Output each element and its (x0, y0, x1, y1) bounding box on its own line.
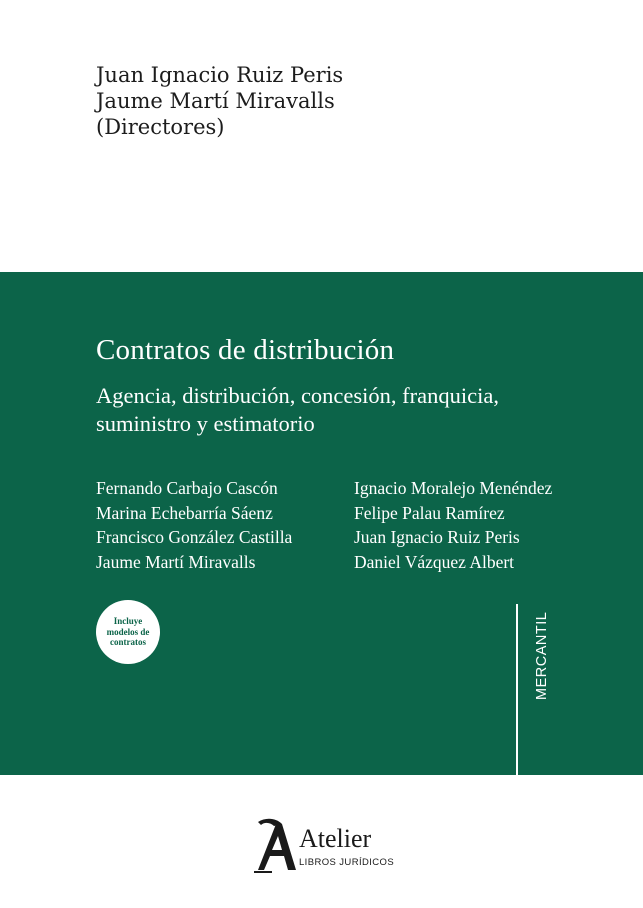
publisher-logo (252, 816, 402, 874)
directors-role: (Directores) (96, 115, 225, 139)
author-name: Felipe Palau Ramírez (354, 502, 505, 523)
author-name: Fernando Carbajo Cascón (96, 478, 278, 498)
series-label: MERCANTIL (534, 611, 550, 700)
book-title: Contratos de distribución (96, 334, 395, 366)
directors-block (96, 62, 343, 140)
author-name: Juan Ignacio Ruiz Peris (354, 527, 520, 547)
publisher-name: Atelier (299, 824, 372, 853)
authors-right-column (354, 476, 552, 574)
author-name: Ignacio Moralejo Menéndez (354, 478, 553, 498)
director-name: Juan Ignacio Ruiz Peris (96, 63, 344, 87)
subtitle-line: suministro y estimatorio (96, 411, 315, 436)
author-name: Jaume Martí Miravalls (96, 551, 256, 572)
book-subtitle (96, 382, 499, 438)
atelier-logo-icon (252, 816, 298, 874)
badge-line: modelos de (106, 626, 150, 637)
series-divider (516, 604, 518, 775)
director-name: Jaume Martí Miravalls (96, 89, 335, 113)
includes-models-badge (96, 600, 160, 664)
badge-line: contratos (110, 637, 146, 648)
authors-left-column (96, 476, 292, 574)
subtitle-line: Agencia, distribución, concesión, franquicia, (96, 383, 499, 408)
author-name: Marina Echebarría Sáenz (96, 502, 273, 523)
author-name: Daniel Vázquez Albert (354, 551, 515, 572)
badge-line: Incluye (113, 616, 143, 627)
publisher-subtitle: LIBROS JURÍDICOS (299, 857, 395, 868)
author-name: Francisco González Castilla (96, 527, 293, 547)
